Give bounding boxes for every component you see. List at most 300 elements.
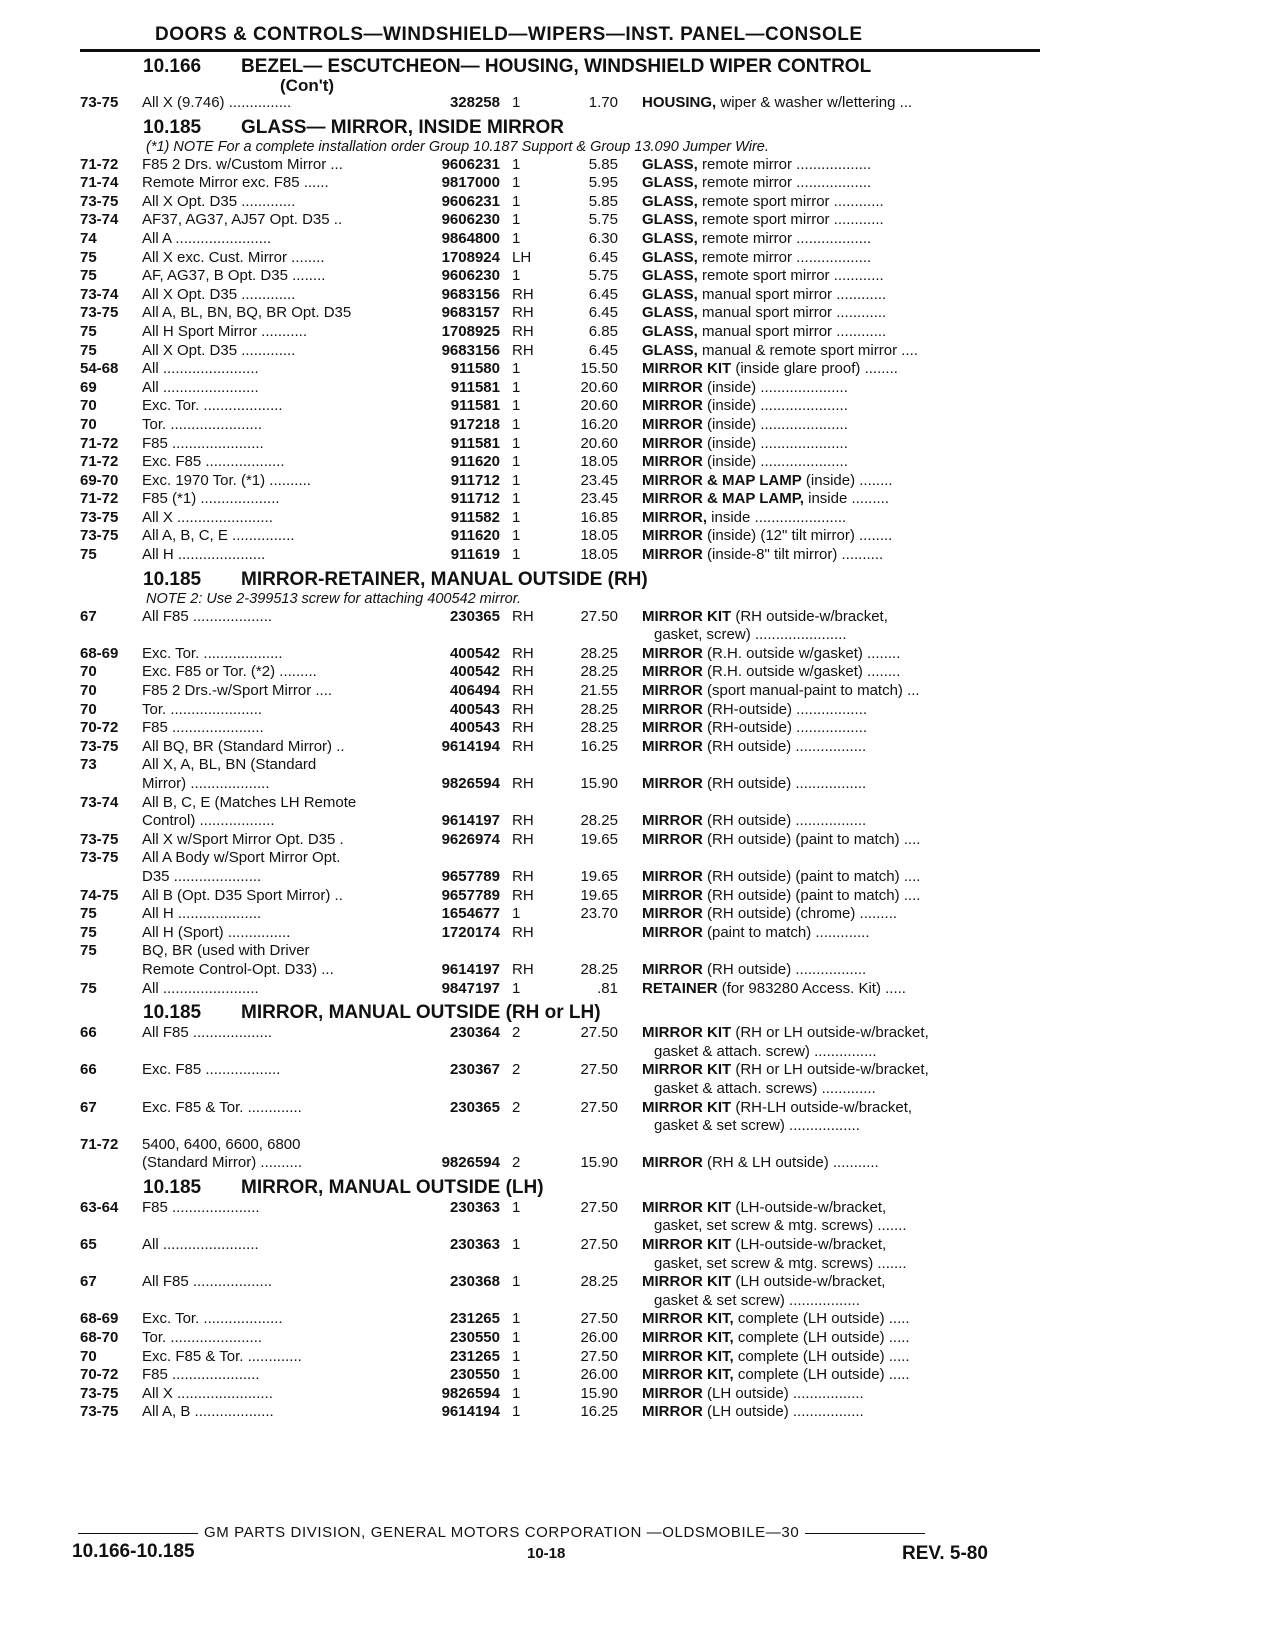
description [642, 546, 1040, 565]
part-row [80, 1061, 1040, 1080]
description [642, 509, 1040, 528]
description-text: wiper & washer w/lettering ... [716, 94, 913, 111]
part-row [80, 472, 1040, 491]
quantity: 1 [512, 174, 521, 192]
description-text: gasket, set screw & mtg. screws) ....... [654, 1254, 907, 1272]
part-number: 230364 [449, 1024, 500, 1042]
application: BQ, BR (used with Driver [142, 942, 310, 960]
description [642, 286, 1040, 305]
description-text: (RH outside) (chrome) ......... [702, 905, 898, 923]
price: 20.60 [580, 397, 618, 415]
price: 5.75 [588, 211, 618, 229]
application: All A, B, C, E ............... [142, 527, 295, 545]
description-text: (inside) (12" tilt mirror) ........ [702, 527, 893, 545]
model-years: 73-75 [80, 304, 119, 322]
model-years: 70 [80, 663, 97, 681]
description-keyword: GLASS, [642, 267, 698, 285]
price: 19.65 [580, 867, 618, 885]
application: Exc. F85 .................. [142, 1061, 281, 1079]
price: 5.95 [588, 174, 618, 192]
description-text: (inside) ..................... [702, 434, 848, 452]
quantity: 1 [512, 1329, 521, 1347]
description-keyword: GLASS, [642, 229, 698, 247]
quantity: RH [512, 812, 534, 830]
price [552, 942, 642, 961]
section-heading: BEZEL— ESCUTCHEON— HOUSING, WINDSHIELD WIPER CONTROL [241, 56, 872, 77]
part-row [80, 1403, 1040, 1422]
application: All ....................... [142, 378, 259, 396]
description-text: (LH-outside-w/bracket, [731, 1198, 887, 1216]
description [642, 1217, 1040, 1236]
description [642, 1080, 1040, 1099]
part-number: 230368 [449, 1273, 500, 1291]
page-footer [72, 1524, 1052, 1565]
part-number: 400543 [449, 719, 500, 737]
section-title [80, 117, 1040, 139]
description-keyword: MIRROR [642, 886, 703, 904]
description-keyword: GLASS, [642, 285, 698, 303]
description-text: complete (LH outside) ..... [733, 1310, 910, 1328]
footer-rule-left [78, 1533, 198, 1534]
application: AF37, AG37, AJ57 Opt. D35 .. [142, 211, 343, 229]
part-row [80, 435, 1040, 454]
model-years: 73-75 [80, 737, 119, 755]
description-keyword: MIRROR [642, 546, 703, 564]
part-number [417, 1217, 500, 1236]
description-keyword: MIRROR [642, 434, 703, 452]
model-years: 54-68 [80, 360, 119, 378]
quantity: 1 [512, 1366, 521, 1384]
quantity: 1 [512, 1273, 521, 1291]
application: Exc. F85 & Tor. ............. [142, 1098, 302, 1116]
part-number: 9614194 [441, 1403, 500, 1421]
part-row [80, 1043, 1040, 1062]
quantity [500, 1255, 552, 1274]
price [552, 1292, 642, 1311]
application: AF, AG37, B Opt. D35 ........ [142, 267, 326, 285]
part-number: 230363 [449, 1236, 500, 1254]
price: 28.25 [580, 663, 618, 681]
quantity: 1 [512, 471, 521, 489]
description [642, 435, 1040, 454]
application: Remote Mirror exc. F85 ...... [142, 174, 329, 192]
model-years: 68-69 [80, 1310, 119, 1328]
application: Exc. F85 & Tor. ............. [142, 1347, 302, 1365]
description-keyword: MIRROR [642, 1403, 703, 1421]
section-note: NOTE 2: Use 2-399513 screw for attaching 400542 mirror. [146, 590, 522, 607]
quantity: 1 [512, 378, 521, 396]
part-number: 230550 [449, 1329, 500, 1347]
quantity: 1 [512, 1236, 521, 1254]
part-number: 9683156 [441, 285, 500, 303]
part-number: 9657789 [441, 867, 500, 885]
price [552, 756, 642, 775]
price: 5.85 [588, 192, 618, 210]
description [642, 1348, 1040, 1367]
application [142, 1217, 417, 1236]
price: 15.90 [580, 1384, 618, 1402]
quantity: 1 [512, 267, 521, 285]
description [642, 156, 1040, 175]
description [642, 887, 1040, 906]
quantity: 2 [512, 1098, 521, 1116]
part-number: 911712 [450, 490, 500, 508]
quantity: RH [512, 737, 534, 755]
description [642, 794, 1040, 813]
part-row [80, 211, 1040, 230]
model-years: 75 [80, 546, 97, 564]
model-years: 74 [80, 229, 97, 247]
page-header: DOORS & CONTROLS—WINDSHIELD—WIPERS—INST. PANEL—CONSOLE [155, 24, 863, 45]
part-number: 911620 [450, 453, 500, 471]
part-number: 911582 [450, 508, 500, 526]
application: All H ..................... [142, 546, 266, 564]
part-number: 9614194 [441, 737, 500, 755]
application: F85 2 Drs.-w/Sport Mirror .... [142, 682, 333, 700]
quantity: RH [512, 304, 534, 322]
quantity: 1 [512, 527, 521, 545]
model-years: 70 [80, 397, 97, 415]
description-keyword: GLASS, [642, 322, 698, 340]
description-text: (R.H. outside w/gasket) ........ [702, 663, 901, 681]
description-keyword: MIRROR [642, 923, 703, 941]
description [642, 1061, 1040, 1080]
quantity: 1 [512, 229, 521, 247]
quantity [500, 794, 552, 813]
application: All ....................... [142, 979, 259, 997]
model-years: 75 [80, 979, 97, 997]
part-number: 9683157 [441, 304, 500, 322]
price: 26.00 [580, 1329, 618, 1347]
part-number: 230550 [449, 1366, 500, 1384]
description [642, 812, 1040, 831]
part-row [80, 490, 1040, 509]
model-years [80, 1080, 142, 1099]
description [642, 490, 1040, 509]
footer-org-line [72, 1524, 1052, 1541]
description [642, 1273, 1040, 1292]
model-years: 75 [80, 341, 97, 359]
application: Exc. Tor. ................... [142, 1310, 283, 1328]
part-number [417, 756, 500, 775]
price: 18.05 [580, 527, 618, 545]
description-text: remote mirror .................. [697, 174, 872, 192]
model-years: 75 [80, 942, 97, 960]
description-text: (RH outside) (paint to match) .... [702, 886, 921, 904]
description [642, 416, 1040, 435]
description-keyword: GLASS, [642, 192, 698, 210]
description [642, 527, 1040, 546]
price: 15.90 [580, 1154, 618, 1172]
section-heading: GLASS— MIRROR, INSIDE MIRROR [241, 116, 565, 138]
description [642, 1236, 1040, 1255]
quantity: 1 [512, 453, 521, 471]
price [552, 1117, 642, 1136]
application: All F85 ................... [142, 607, 273, 625]
description-keyword: MIRROR & MAP LAMP [642, 471, 802, 489]
description-keyword: MIRROR [642, 453, 703, 471]
description [642, 719, 1040, 738]
part-row [80, 267, 1040, 286]
part-number: 917218 [449, 415, 500, 433]
description-keyword: GLASS, [642, 155, 698, 173]
quantity: RH [512, 644, 534, 662]
price [552, 1217, 642, 1236]
section-number: 10.185 [143, 1002, 202, 1024]
part-row [80, 1154, 1040, 1173]
part-row [80, 230, 1040, 249]
description-keyword: MIRROR [642, 682, 703, 700]
description [642, 1154, 1040, 1173]
description-keyword: MIRROR KIT, [642, 1366, 734, 1384]
price: 28.25 [580, 644, 618, 662]
quantity: 1 [512, 1384, 521, 1402]
description-text: (paint to match) ............. [702, 923, 870, 941]
model-years: 69-70 [80, 471, 119, 489]
quantity: 1 [512, 415, 521, 433]
quantity: 2 [512, 1154, 521, 1172]
price [552, 1136, 642, 1155]
model-years [80, 1217, 142, 1236]
section-number: 10.166 [143, 56, 202, 77]
quantity: 1 [512, 211, 521, 229]
part-number: 230363 [449, 1198, 500, 1216]
footer-page-number: 10-18 [527, 1545, 566, 1562]
quantity [500, 849, 552, 868]
description-text: (LH outside-w/bracket, [731, 1273, 886, 1291]
description [642, 775, 1040, 794]
application: All X exc. Cust. Mirror ........ [142, 248, 325, 266]
part-row [80, 924, 1040, 943]
section-title [80, 1002, 1040, 1024]
application: Mirror) ................... [142, 775, 270, 792]
quantity: RH [512, 700, 534, 718]
description-text: (inside) ..................... [702, 415, 848, 433]
application: F85 ..................... [142, 1198, 260, 1216]
description-text: (LH outside) ................. [702, 1403, 864, 1421]
part-row [80, 645, 1040, 664]
part-number: 911580 [450, 360, 500, 378]
description-keyword: GLASS, [642, 248, 698, 266]
application: All H .................... [142, 905, 262, 923]
description-keyword: MIRROR KIT, [642, 1347, 734, 1365]
price: 6.45 [588, 341, 618, 359]
model-years: 75 [80, 923, 97, 941]
quantity: 1 [512, 192, 521, 210]
application: All A Body w/Sport Mirror Opt. [142, 849, 341, 867]
section-title [80, 569, 1040, 591]
description-text: remote sport mirror ............ [697, 267, 884, 285]
price: 18.05 [580, 453, 618, 471]
description-keyword: MIRROR KIT [642, 1236, 732, 1254]
description [642, 626, 1040, 645]
part-number: 9826594 [441, 1154, 500, 1172]
description-text: (LH-outside-w/bracket, [731, 1236, 887, 1254]
part-number [417, 1292, 500, 1311]
part-row [80, 1236, 1040, 1255]
description-text: (RH outside) ................. [702, 812, 867, 830]
model-years: 69 [80, 378, 97, 396]
quantity [500, 626, 552, 645]
description [642, 1292, 1040, 1311]
model-years: 70 [80, 682, 97, 700]
quantity: 1 [512, 979, 521, 997]
quantity: 1 [512, 508, 521, 526]
model-years: 73-75 [80, 508, 119, 526]
part-row [80, 1136, 1040, 1155]
part-row [80, 193, 1040, 212]
description-text: inside ......... [803, 490, 889, 508]
model-years [80, 812, 142, 831]
model-years: 71-72 [80, 1135, 119, 1153]
section-continued: (Con't) [280, 76, 335, 95]
description [642, 193, 1040, 212]
part-number: 9657789 [441, 886, 500, 904]
model-years: 73 [80, 756, 97, 774]
application: All B, C, E (Matches LH Remote [142, 793, 357, 811]
description-keyword: GLASS, [642, 341, 698, 359]
description-keyword: MIRROR [642, 1384, 703, 1402]
part-row [80, 849, 1040, 868]
description-keyword: MIRROR [642, 397, 703, 415]
part-row [80, 1329, 1040, 1348]
description-keyword: MIRROR [642, 700, 703, 718]
model-years: 75 [80, 322, 97, 340]
part-number: 328258 [449, 94, 500, 111]
description [642, 1199, 1040, 1218]
description-keyword: MIRROR KIT [642, 1024, 732, 1042]
price: 23.45 [580, 490, 618, 508]
application: All X (9.746) ............... [142, 94, 292, 111]
price [552, 626, 642, 645]
section-title [80, 56, 1040, 94]
part-row [80, 379, 1040, 398]
description [642, 1117, 1040, 1136]
part-row [80, 249, 1040, 268]
quantity: 1 [512, 94, 521, 111]
application: All X Opt. D35 ............. [142, 192, 296, 210]
quantity [500, 756, 552, 775]
price: 20.60 [580, 434, 618, 452]
price: 6.45 [588, 285, 618, 303]
part-row [80, 794, 1040, 813]
part-row [80, 626, 1040, 645]
part-number: 400542 [449, 663, 500, 681]
description-keyword: MIRROR [642, 1154, 703, 1172]
price: 6.85 [588, 322, 618, 340]
part-row [80, 342, 1040, 361]
description-text: (inside) ..................... [702, 378, 848, 396]
section-number: 10.185 [143, 568, 202, 590]
part-number: 9817000 [441, 174, 500, 192]
quantity: 1 [512, 1310, 521, 1328]
price: 16.20 [580, 415, 618, 433]
price: 26.00 [580, 1366, 618, 1384]
model-years: 73-75 [80, 527, 119, 545]
part-row [80, 304, 1040, 323]
part-row [80, 812, 1040, 831]
description-keyword: GLASS, [642, 304, 698, 322]
description [642, 756, 1040, 775]
price: 28.25 [580, 700, 618, 718]
section-title [80, 1177, 1040, 1199]
part-row [80, 360, 1040, 379]
application: Exc. Tor. ................... [142, 644, 283, 662]
part-row [80, 509, 1040, 528]
part-number: 911581 [450, 378, 500, 396]
application: All H Sport Mirror ........... [142, 322, 308, 340]
description [642, 1043, 1040, 1062]
part-row [80, 1024, 1040, 1043]
part-number [417, 1117, 500, 1136]
part-number [417, 849, 500, 868]
application: Tor. ...................... [142, 1329, 263, 1347]
description [642, 738, 1040, 757]
model-years [80, 1117, 142, 1136]
description [642, 267, 1040, 286]
part-number: 400543 [449, 700, 500, 718]
description [642, 1310, 1040, 1329]
price: 19.65 [580, 886, 618, 904]
part-row [80, 453, 1040, 472]
part-row [80, 94, 1040, 113]
price: .81 [597, 979, 618, 997]
quantity: RH [512, 960, 534, 978]
part-number: 9606230 [441, 267, 500, 285]
model-years: 71-72 [80, 155, 119, 173]
description-text: (inside) ..................... [702, 453, 848, 471]
quantity: RH [512, 886, 534, 904]
model-years: 73-75 [80, 830, 119, 848]
quantity: RH [512, 830, 534, 848]
model-years: 74-75 [80, 886, 119, 904]
price: 15.50 [580, 360, 618, 378]
model-years: 70 [80, 1347, 97, 1365]
description-text: gasket & attach. screw) ............... [654, 1042, 877, 1060]
section-note: (*1) NOTE For a complete installation order Group 10.187 Support & Group 13.090 Jumper Wire. [146, 138, 769, 155]
description-text: manual sport mirror ............ [697, 285, 887, 303]
part-row [80, 1117, 1040, 1136]
part-number: 9683156 [441, 341, 500, 359]
description-text: gasket & set screw) ................. [654, 1117, 860, 1135]
price: 18.05 [580, 546, 618, 564]
quantity [500, 1292, 552, 1311]
description [642, 379, 1040, 398]
price: 6.30 [588, 229, 618, 247]
quantity: RH [512, 285, 534, 303]
model-years: 75 [80, 267, 97, 285]
description-keyword: MIRROR [642, 775, 703, 792]
price: 27.50 [580, 607, 618, 625]
part-number [417, 1255, 500, 1274]
description-text: (inside) ..................... [702, 397, 848, 415]
section-heading: MIRROR-RETAINER, MANUAL OUTSIDE (RH) [241, 568, 648, 590]
part-number: 9606231 [441, 155, 500, 173]
part-row [80, 942, 1040, 961]
quantity: 2 [512, 1024, 521, 1042]
description-text: (RH or LH outside-w/bracket, [731, 1061, 929, 1079]
quantity [500, 1043, 552, 1062]
part-number: 230365 [449, 1098, 500, 1116]
price: 21.55 [580, 682, 618, 700]
description [642, 94, 1040, 113]
description [642, 663, 1040, 682]
application: All X ....................... [142, 1384, 273, 1402]
description-text: remote sport mirror ............ [697, 192, 884, 210]
description [642, 174, 1040, 193]
description-keyword: MIRROR KIT [642, 607, 732, 625]
part-number: 9606231 [441, 192, 500, 210]
